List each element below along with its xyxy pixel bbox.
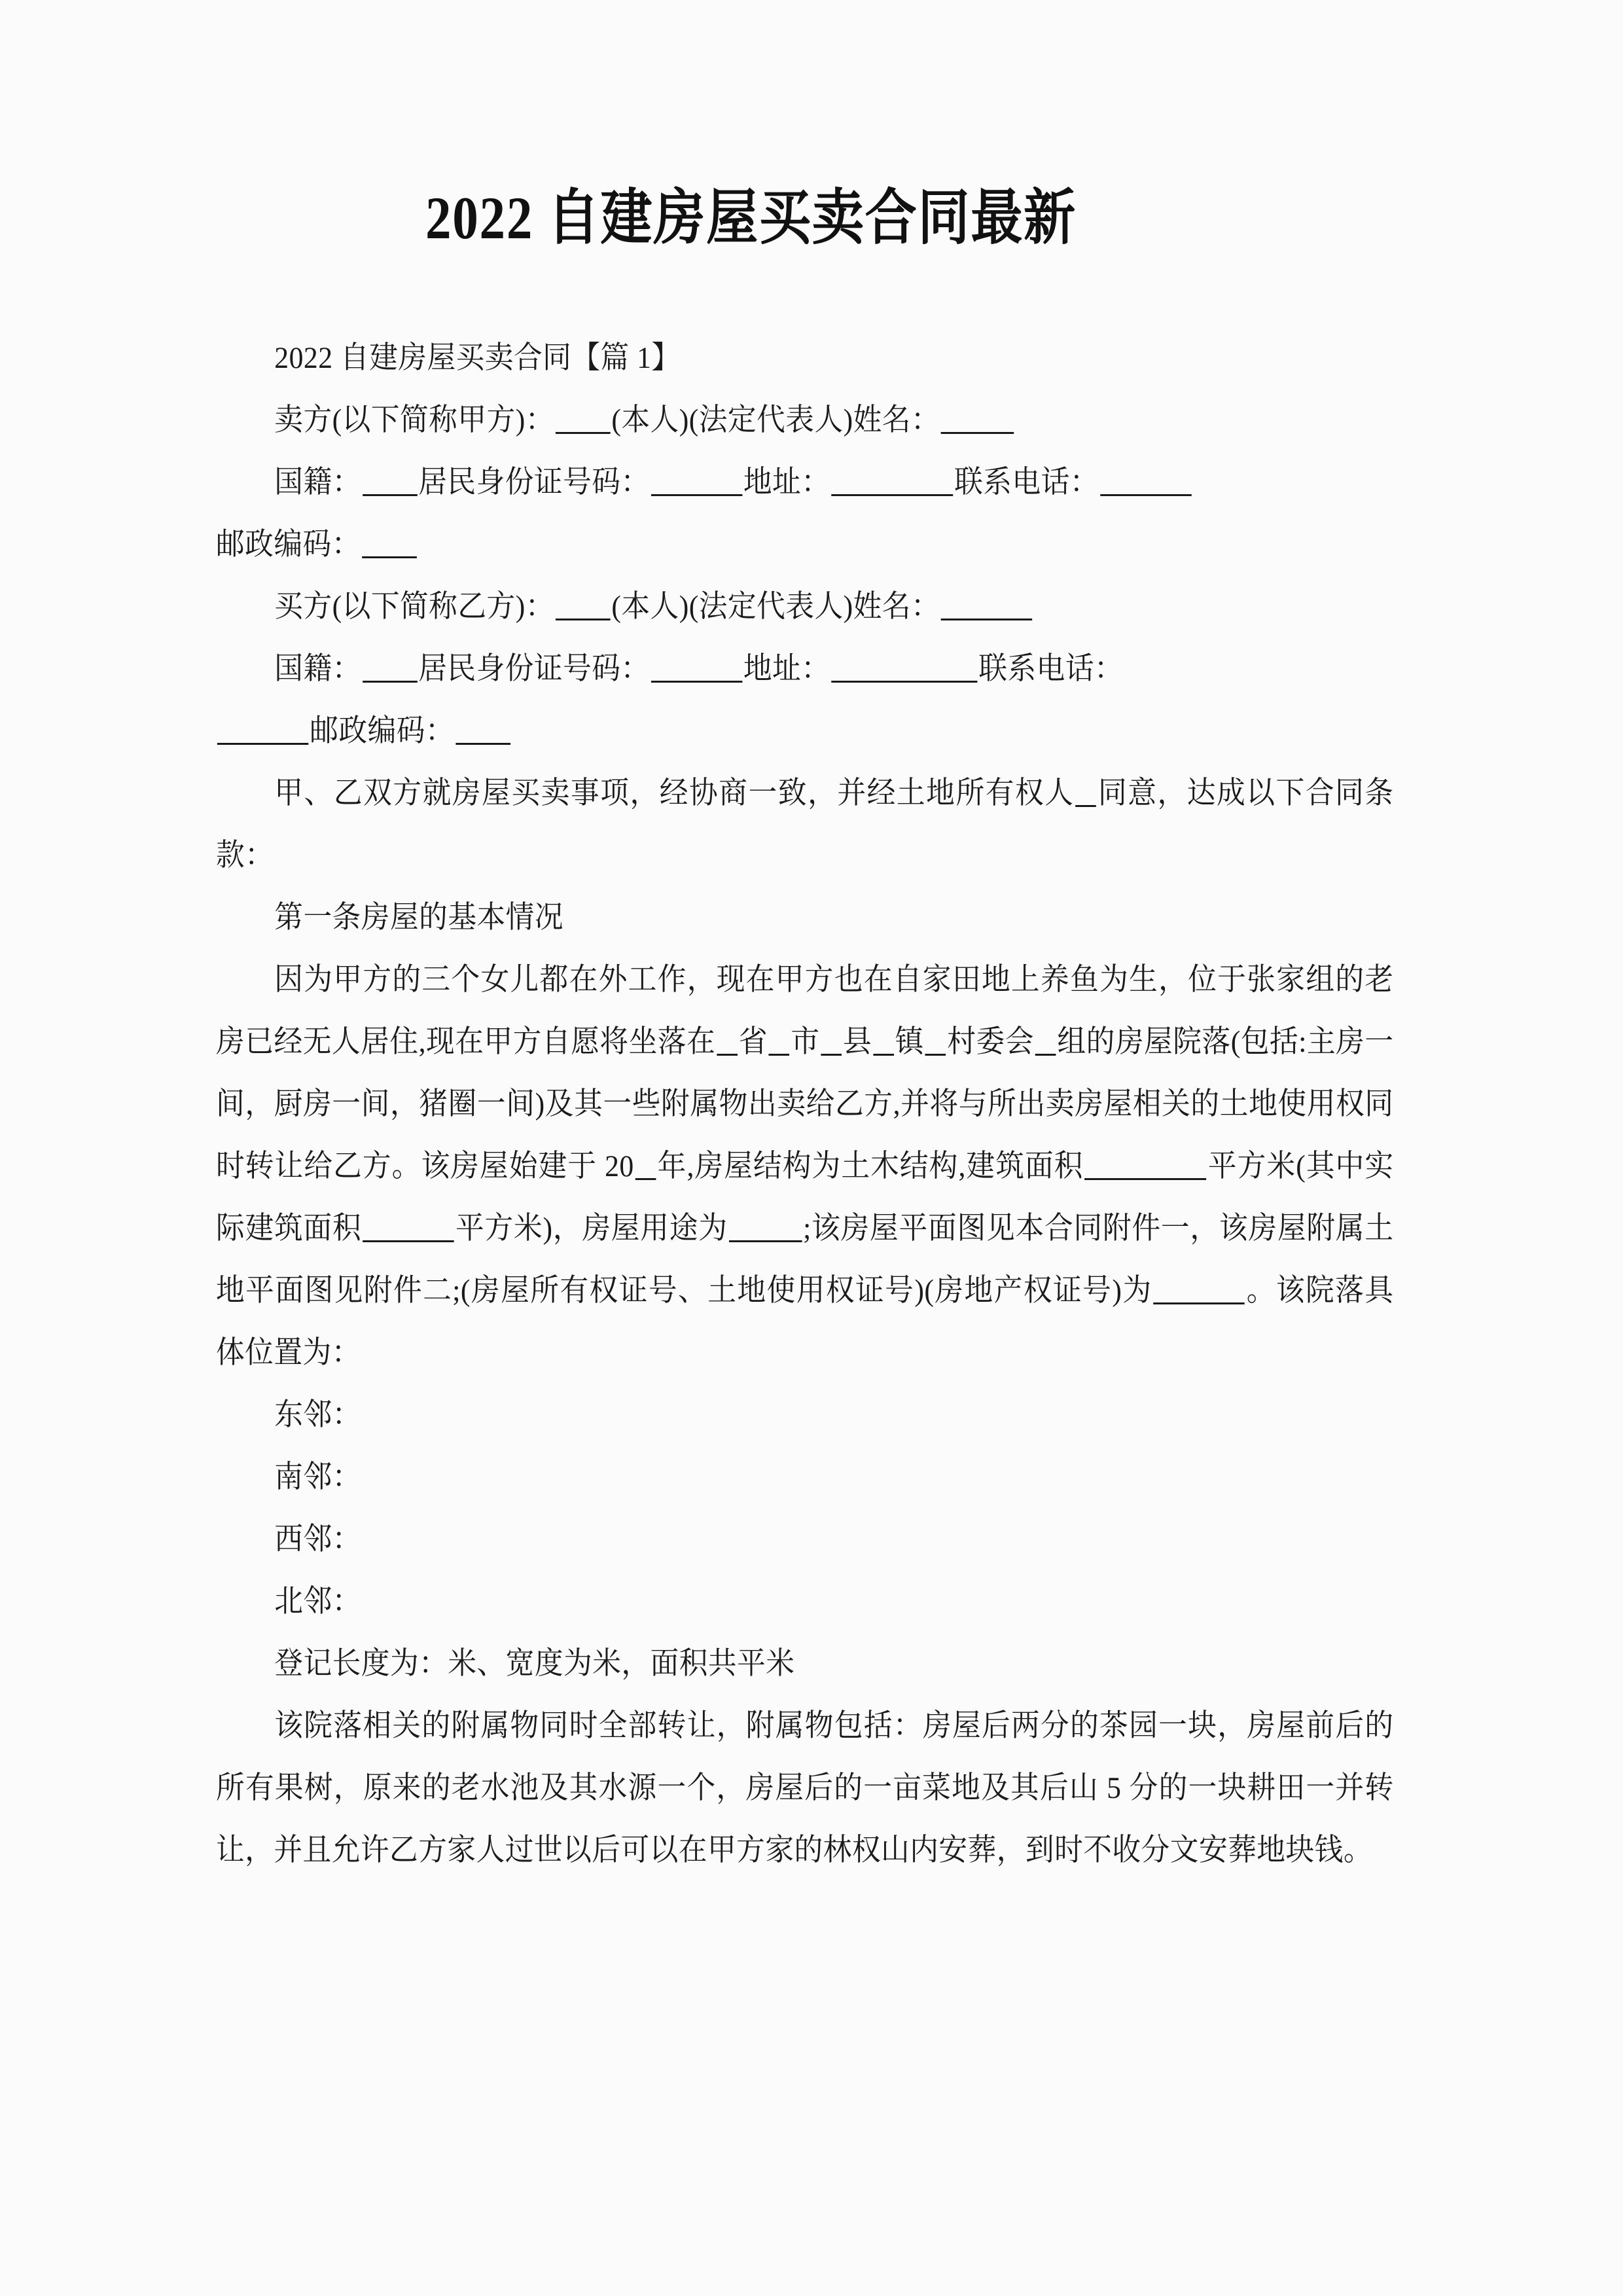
buyer-phone-blank[interactable] (217, 717, 309, 745)
county-label: 县 (842, 1025, 872, 1059)
seller-label: 卖方(以下简称甲方)： (274, 403, 554, 437)
buyer-nationality-blank[interactable] (363, 655, 418, 683)
house-use-blank[interactable] (729, 1214, 802, 1242)
page-title: 2022 自建房屋买卖合同最新 (425, 185, 1077, 251)
article-one-heading: 第一条房屋的基本情况 (274, 901, 564, 935)
seller-postcode-line (216, 514, 1394, 576)
seller-phone-blank[interactable] (1100, 468, 1192, 496)
buyer-postcode-line (216, 700, 1394, 762)
article-one-text-end: 。该院落具体位置为： (216, 1274, 1394, 1370)
preamble-text-b: 同意，达成以下合同条款： (216, 776, 1394, 872)
certificate-number-blank[interactable] (1153, 1276, 1245, 1304)
seller-address-label: 地址： (743, 465, 830, 499)
seller-idcard-label: 居民身份证号码： (418, 465, 650, 499)
buyer-name-blank[interactable] (941, 592, 1033, 620)
boundary-west: 西邻： (274, 1522, 361, 1556)
seller-nationality-label: 国籍： (274, 465, 361, 499)
year-label: 年,房屋结构为土木结构,建筑面积 (657, 1149, 1084, 1183)
sqm-label-1: 平方米(其中实际建筑面积 (216, 1149, 1394, 1246)
town-blank[interactable] (873, 1028, 894, 1056)
actual-floor-area-blank[interactable] (363, 1214, 454, 1242)
landowner-blank[interactable] (1075, 779, 1096, 807)
article-one-paragraph (216, 949, 1394, 1384)
page-content-area (216, 0, 1394, 2296)
seller-postcode-blank[interactable] (362, 530, 417, 558)
buyer-name-line (216, 576, 1394, 638)
village-label: 村委会 (947, 1025, 1034, 1059)
buyer-id-line (216, 638, 1394, 700)
preamble-paragraph (216, 762, 1394, 887)
seller-postcode-label: 邮政编码： (216, 528, 361, 562)
town-label: 镇 (895, 1025, 924, 1059)
buyer-self-blank[interactable] (556, 592, 611, 620)
seller-idcard-blank[interactable] (651, 468, 742, 496)
boundary-north: 北邻： (274, 1585, 361, 1619)
seller-phone-label: 联系电话： (954, 465, 1099, 499)
seller-self-blank[interactable] (556, 406, 611, 434)
article-one-text-a: 因为甲方的三个女儿都在外工作，现在甲方也在自家田地上养鱼为生，位于张家组的老房已经无人居住,现在甲方自愿将坐落在 (216, 963, 1394, 1059)
county-blank[interactable] (821, 1028, 842, 1056)
buyer-idcard-blank[interactable] (651, 655, 742, 683)
province-blank[interactable] (717, 1028, 738, 1056)
sqm-label-2: 平方米)，房屋用途为 (455, 1211, 728, 1246)
preamble-text-a: 甲、乙双方就房屋买卖事项，经协商一致，并经土地所有权人 (274, 776, 1075, 810)
boundary-east: 东邻： (274, 1398, 361, 1432)
seller-address-blank[interactable] (831, 468, 953, 496)
document-body (216, 327, 1394, 1882)
seller-id-line (216, 452, 1394, 514)
village-blank[interactable] (925, 1028, 946, 1056)
build-year-blank[interactable] (635, 1152, 656, 1180)
group-label: 组的房屋院落(包括:主房一间，厨房一间，猪圈一间)及其一些附属物出卖给乙方,并将与所出卖房屋相关的土地使用权同时转让给乙方。该房屋始建于 20 (216, 1025, 1394, 1183)
attachment-label: ;该房屋平面图见本合同附件一，该房屋附属土地平面图见附件二;(房屋所有权证号、土地使用权证号)(房地产权证号)为 (216, 1211, 1394, 1308)
seller-rep-label: (本人)(法定代表人)姓名： (611, 403, 940, 437)
city-blank[interactable] (769, 1028, 790, 1056)
seller-nationality-blank[interactable] (363, 468, 418, 496)
buyer-postcode-label: 邮政编码： (310, 714, 455, 748)
seller-name-line (216, 389, 1394, 452)
seller-name-blank[interactable] (941, 406, 1014, 434)
buyer-address-label: 地址： (743, 652, 830, 686)
province-label: 省 (738, 1025, 768, 1059)
city-label: 市 (791, 1025, 820, 1059)
buyer-address-blank[interactable] (831, 655, 977, 683)
buyer-rep-label: (本人)(法定代表人)姓名： (611, 590, 940, 624)
buyer-idcard-label: 居民身份证号码： (418, 652, 650, 686)
registration-line: 登记长度为：米、宽度为米，面积共平米 (274, 1647, 795, 1681)
buyer-postcode-blank[interactable] (455, 717, 510, 745)
buyer-phone-label: 联系电话： (978, 652, 1124, 686)
boundary-south: 南邻： (274, 1460, 361, 1494)
group-blank[interactable] (1035, 1028, 1056, 1056)
article-heading-line: 2022 自建房屋买卖合同【篇 1】 (274, 341, 681, 375)
buyer-nationality-label: 国籍： (274, 652, 361, 686)
buyer-label: 买方(以下简称乙方)： (274, 590, 554, 624)
floor-area-blank[interactable] (1084, 1152, 1206, 1180)
attachments-paragraph: 该院落相关的附属物同时全部转让，附属物包括：房屋后两分的茶园一块，房屋前后的所有果树，原来的老水池及其水源一个，房屋后的一亩菜地及其后山 5 分的一块耕田一并转让，并且允许乙方家人过世以后可以在甲方家的林权山内安葬，到时不收分文安葬地块钱。 (216, 1709, 1394, 1867)
